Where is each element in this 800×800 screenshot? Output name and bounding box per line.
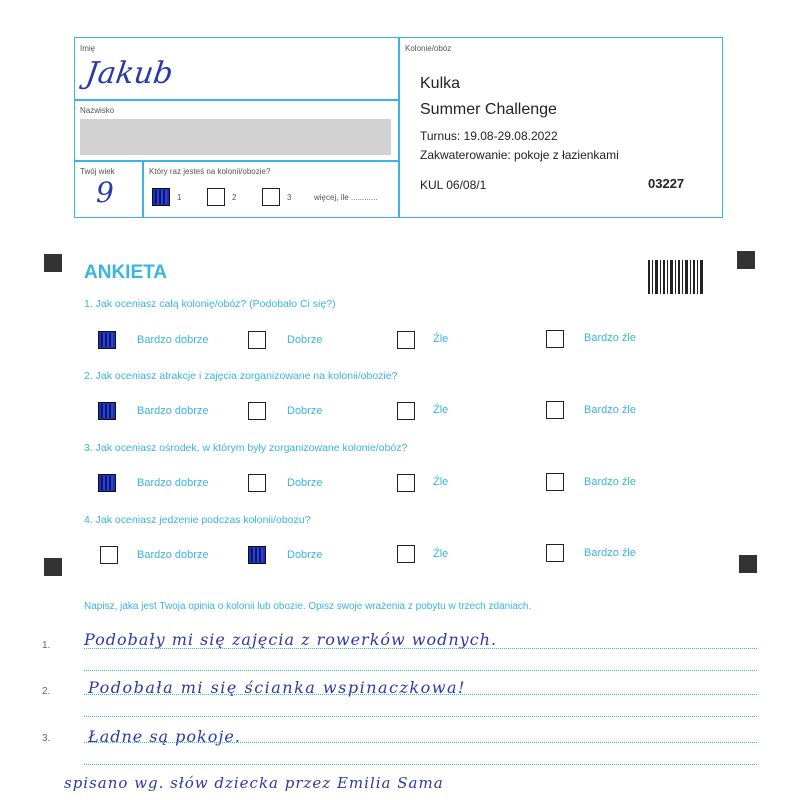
- registration-mark-top-right: [737, 251, 755, 269]
- opinion-line-3-text[interactable]: Ładne są pokoje.: [88, 727, 241, 746]
- q3-bardzo-zle-checkbox[interactable]: [546, 473, 564, 491]
- q1-bardzo-zle-label: Bardzo źle: [584, 332, 636, 344]
- q1-zle-label: Źle: [433, 333, 449, 345]
- q4-dobrze-label: Dobrze: [287, 549, 323, 561]
- camp-title: Summer Challenge: [420, 101, 557, 118]
- ktory-raz-label: Który raz jesteś na kolonii/obozie?: [149, 167, 271, 176]
- opinion-prompt: Napisz, jaka jest Twoja opinia o kolonii lub obozie. Opisz swoje wrażenia z pobytu w trzech zdaniach.: [84, 601, 532, 612]
- q3-dobrze-checkbox[interactable]: [248, 474, 266, 492]
- q1-bardzo-zle-checkbox[interactable]: [546, 330, 564, 348]
- q4-bardzo-zle-label: Bardzo źle: [584, 547, 636, 559]
- opinion-line-2-dots: [84, 694, 757, 695]
- barcode-icon: [648, 260, 704, 294]
- q1-zle-checkbox[interactable]: [397, 331, 415, 349]
- zakwaterowanie-text: Zakwaterowanie: pokoje z łazienkami: [420, 148, 619, 162]
- opinion-line-3-dots: [84, 742, 757, 743]
- q2-zle-checkbox[interactable]: [397, 402, 415, 420]
- opinion-line-3b-dots: [84, 764, 757, 765]
- opinion-line-1-text[interactable]: Podobały mi się zajęcia z rowerków wodnych.: [84, 630, 498, 649]
- registration-mark-top-left: [44, 254, 62, 272]
- q2-dobrze-label: Dobrze: [287, 405, 323, 417]
- imie-label: Imię: [80, 44, 96, 53]
- q2-dobrze-checkbox[interactable]: [248, 402, 266, 420]
- q3-bardzo-zle-label: Bardzo źle: [584, 476, 636, 488]
- q3-zle-label: Źle: [433, 476, 449, 488]
- q2-bardzo-dobrze-label: Bardzo dobrze: [137, 405, 209, 417]
- visit-option-1-checkbox[interactable]: [152, 188, 170, 206]
- q2-bardzo-zle-label: Bardzo źle: [584, 404, 636, 416]
- nazwisko-label: Nazwisko: [80, 106, 115, 115]
- opinion-line-2-text[interactable]: Podobała mi się ścianka wspinaczkowa!: [88, 678, 466, 697]
- opinion-line-number-1: 1.: [42, 640, 51, 651]
- opinion-line-1b-dots: [84, 670, 757, 671]
- q4-bardzo-dobrze-label: Bardzo dobrze: [137, 549, 209, 561]
- opinion-line-1-dots: [84, 648, 757, 649]
- opinion-line-number-2: 2.: [42, 686, 51, 697]
- camp-name: Kulka: [420, 75, 461, 92]
- q2-bardzo-zle-checkbox[interactable]: [546, 401, 564, 419]
- q1-dobrze-label: Dobrze: [287, 334, 323, 346]
- question-2: 2. Jak oceniasz atrakcje i zajęcia zorganizowane na kolonii/obozie?: [84, 370, 398, 382]
- header-divider-vertical: [398, 37, 400, 218]
- q1-bardzo-dobrze-checkbox[interactable]: [98, 331, 116, 349]
- q4-zle-label: Źle: [433, 548, 449, 560]
- question-3: 3. Jak oceniasz ośrodek, w którym były zorganizowane kolonie/obóz?: [84, 442, 408, 454]
- q2-bardzo-dobrze-checkbox[interactable]: [98, 402, 116, 420]
- opinion-line-number-3: 3.: [42, 733, 51, 744]
- visit-option-1-label: 1: [177, 193, 182, 202]
- survey-title: ANKIETA: [84, 262, 168, 283]
- wiecej-label: więcej, ile ............: [314, 193, 378, 202]
- header-divider-age: [74, 160, 399, 162]
- wiek-value[interactable]: 9: [96, 176, 114, 209]
- header-divider-name: [74, 99, 399, 101]
- q4-bardzo-zle-checkbox[interactable]: [546, 544, 564, 562]
- q1-dobrze-checkbox[interactable]: [248, 331, 266, 349]
- visit-option-3-label: 3: [287, 193, 292, 202]
- q1-bardzo-dobrze-label: Bardzo dobrze: [137, 334, 209, 346]
- question-1: 1. Jak oceniasz całą kolonię/obóz? (Podobało Ci się?): [84, 298, 336, 310]
- turnus-text: Turnus: 19.08-29.08.2022: [420, 129, 558, 143]
- nazwisko-redacted: [80, 119, 391, 155]
- visit-option-3-checkbox[interactable]: [262, 188, 280, 206]
- registration-mark-bottom-left: [44, 558, 62, 576]
- header-divider-age-vertical: [142, 160, 144, 218]
- registration-mark-bottom-right: [739, 555, 757, 573]
- q3-bardzo-dobrze-label: Bardzo dobrze: [137, 477, 209, 489]
- question-4: 4. Jak oceniasz jedzenie podczas kolonii/obozu?: [84, 514, 311, 526]
- imie-value[interactable]: Jakub: [83, 56, 176, 91]
- q2-zle-label: Źle: [433, 404, 449, 416]
- q4-dobrze-checkbox[interactable]: [248, 546, 266, 564]
- wiek-label: Twój wiek: [80, 167, 115, 176]
- camp-code: KUL 06/08/1: [420, 178, 487, 192]
- visit-option-2-checkbox[interactable]: [207, 188, 225, 206]
- q3-bardzo-dobrze-checkbox[interactable]: [98, 474, 116, 492]
- visit-option-2-label: 2: [232, 193, 237, 202]
- opinion-line-2b-dots: [84, 716, 757, 717]
- q4-bardzo-dobrze-checkbox[interactable]: [100, 546, 118, 564]
- q3-zle-checkbox[interactable]: [397, 474, 415, 492]
- q3-dobrze-label: Dobrze: [287, 477, 323, 489]
- kolonie-label: Kolonie/obóz: [405, 44, 452, 53]
- camp-number: 03227: [648, 176, 685, 191]
- footer-note: spisano wg. słów dziecka przez Emilia Sama: [64, 774, 444, 792]
- q4-zle-checkbox[interactable]: [397, 545, 415, 563]
